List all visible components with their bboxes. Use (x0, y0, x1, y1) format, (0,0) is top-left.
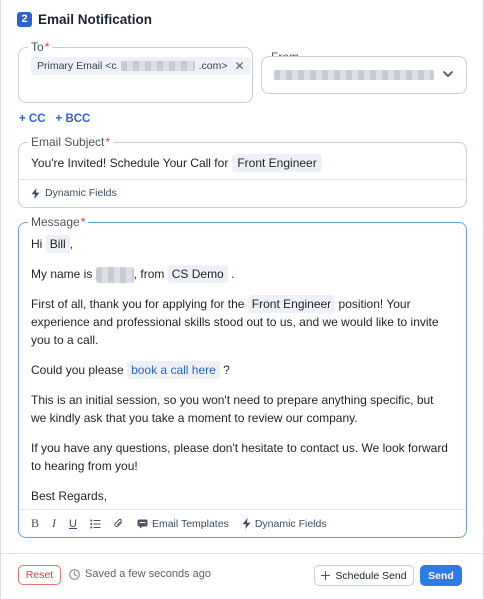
attach-button[interactable] (114, 518, 124, 529)
paragraph-session: This is an initial session, so you won't need to prepare anything specific, but we kindly ask that you take a moment to review our company. (31, 393, 434, 425)
redacted-from-value (274, 70, 434, 80)
italic-button[interactable] (52, 516, 56, 531)
message-body[interactable] (31, 235, 452, 517)
send-button[interactable]: Send (420, 565, 462, 586)
attachment-icon (114, 518, 124, 529)
book-call-link[interactable]: book a call here (127, 361, 220, 379)
thanks-text-start: First of all, thank you for applying for the (31, 297, 245, 311)
paragraph-questions: If you have any questions, please don't hesitate to contact us. We look forward to hearing from you! (31, 441, 448, 473)
from-select[interactable] (261, 56, 467, 94)
message-editor[interactable] (18, 215, 467, 538)
paragraph-thanks (31, 295, 452, 349)
italic-label: I (52, 516, 57, 530)
editor-toolbar (19, 509, 466, 537)
underline-label: U (69, 517, 77, 530)
paragraph-booking (31, 361, 452, 379)
message-label: Message* (28, 215, 88, 229)
intro-end: . (231, 267, 235, 281)
email-templates-button[interactable] (137, 518, 229, 530)
cc-bcc-row (19, 113, 90, 125)
email-templates-label: Email Templates (151, 517, 229, 530)
bold-button[interactable] (31, 516, 39, 531)
subject-dynamic-fields-button[interactable] (31, 187, 117, 199)
booking-text: Could you please (31, 363, 124, 377)
signoff: Best Regards, (31, 489, 108, 503)
add-bcc-button[interactable]: + BCC (55, 113, 91, 125)
to-field[interactable] (18, 40, 253, 103)
clock-icon (69, 569, 80, 580)
add-cc-button[interactable]: + CC (19, 113, 46, 125)
intro-mid-text: , from (133, 267, 165, 281)
bullet-list-button[interactable] (90, 519, 101, 529)
position-tag[interactable]: Front Engineer (248, 295, 335, 313)
subject-dynamic-tag[interactable]: Front Engineer (232, 154, 321, 172)
toolbar-dynamic-fields-button[interactable] (242, 518, 327, 530)
section-header (17, 9, 152, 29)
footer-divider (1, 553, 483, 554)
recipient-chip[interactable] (31, 57, 251, 75)
underline-button[interactable] (69, 518, 77, 530)
dynamic-fields-label: Dynamic Fields (45, 187, 117, 199)
plus-icon (321, 571, 330, 580)
dynamic-fields-label: Dynamic Fields (254, 517, 327, 530)
name-tag[interactable]: Bill (46, 235, 70, 253)
close-icon[interactable]: ✕ (234, 59, 245, 73)
redacted-email (121, 61, 195, 71)
subject-label: Email Subject* (28, 135, 113, 149)
chevron-down-icon (442, 68, 454, 80)
bolt-icon (242, 518, 251, 529)
subject-field[interactable] (18, 135, 467, 208)
schedule-send-label: Schedule Send (335, 569, 407, 582)
greeting-line (31, 235, 452, 253)
to-label: To* (28, 40, 52, 54)
template-icon (137, 519, 148, 529)
recipient-chip-suffix: .com> (198, 60, 228, 72)
intro-text: My name is (31, 267, 93, 281)
bolt-icon (31, 188, 40, 199)
list-icon (90, 519, 101, 529)
greeting-text: Hi (31, 237, 43, 251)
company-tag[interactable]: CS Demo (168, 265, 228, 283)
reset-button[interactable]: Reset (18, 565, 61, 585)
save-status-text: Saved a few seconds ago (85, 568, 211, 580)
save-status (69, 568, 211, 580)
intro-line (31, 265, 452, 283)
booking-end: ? (223, 363, 230, 377)
subject-static-text: You're Invited! Schedule Your Call for (31, 156, 229, 170)
section-title: Email Notification (38, 11, 153, 27)
recipient-chip-prefix: Primary Email <c (37, 60, 117, 72)
bold-label: B (31, 516, 40, 530)
schedule-send-button[interactable] (314, 565, 414, 586)
step-badge: 2 (17, 12, 32, 27)
redacted-sender-name (96, 267, 134, 283)
divider (19, 179, 466, 180)
thanks-text-end: position! Your experience and professional skills stood out to us, and we would like to invite you to a call. (31, 297, 439, 347)
subject-text[interactable] (31, 154, 322, 172)
greeting-punct: , (69, 237, 74, 251)
